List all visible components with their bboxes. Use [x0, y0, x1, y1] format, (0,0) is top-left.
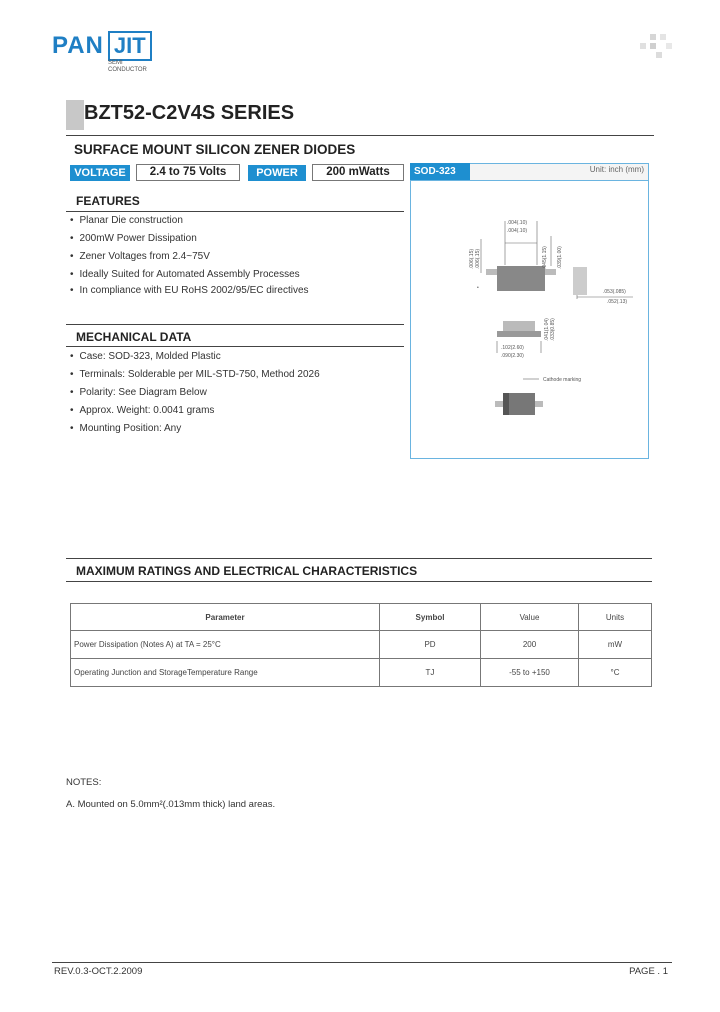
page-title: BZT52-C2V4S SERIES — [84, 102, 295, 124]
cell-units: °C — [579, 659, 652, 687]
brand-sub-line1: SEMI — [108, 60, 123, 66]
mechanical-item: • Approx. Weight: 0.0041 grams — [70, 404, 320, 422]
table-row — [71, 659, 652, 687]
col-value: Value — [481, 604, 579, 631]
svg-text:.041(1.04): .041(1.04) — [544, 318, 550, 341]
dim-top-width-mm: .004(.10) — [507, 228, 528, 234]
cell-parameter: Power Dissipation (Notes A) at TA = 25°C — [71, 631, 380, 659]
revision-label: REV.0.3-OCT.2.2009 — [54, 966, 143, 977]
brand-name-right: JIT — [108, 31, 152, 61]
marking-view-lead-left — [495, 401, 503, 407]
package-name: SOD-323 — [410, 163, 470, 180]
table-row — [71, 631, 652, 659]
note-item: A. Mounted on 5.0mm²(.013mm thick) land areas. — [66, 799, 276, 810]
col-symbol: Symbol — [380, 604, 481, 631]
cell-units: mW — [579, 631, 652, 659]
ratings-table — [70, 603, 652, 687]
cell-value: 200 — [481, 631, 579, 659]
dim-body-h1: .045(1.15) — [542, 246, 548, 269]
voltage-label: VOLTAGE — [70, 165, 130, 181]
ratings-divider-top — [66, 558, 652, 559]
features-list — [70, 214, 309, 302]
col-parameter: Parameter — [71, 604, 380, 631]
features-heading: FEATURES — [76, 194, 140, 208]
cathode-band — [503, 393, 509, 415]
col-units: Units — [579, 604, 652, 631]
package-outline-drawing — [411, 181, 647, 457]
cell-value: -55 to +150 — [481, 659, 579, 687]
dim-body-h2: .039(1.00) — [557, 246, 563, 269]
decorative-squares-icon — [636, 32, 676, 62]
top-view-lead-left — [486, 269, 497, 275]
mechanical-item: • Terminals: Solderable per MIL-STD-750, Method 2026 — [70, 368, 320, 386]
power-label: POWER — [248, 165, 306, 181]
notes-heading: NOTES: — [66, 777, 102, 788]
side-view-body — [573, 267, 587, 295]
brand-subtitle — [108, 60, 168, 74]
table-header-row — [71, 604, 652, 631]
power-value: 200 mWatts — [312, 164, 404, 181]
brand-name-left: PAN — [52, 32, 104, 59]
top-view-body — [497, 266, 545, 291]
feature-item: • Zener Voltages from 2.4~75V — [70, 250, 309, 268]
mechanical-item: • Polarity: See Diagram Below — [70, 386, 320, 404]
mechanical-divider — [66, 346, 404, 347]
mechanical-item: • Mounting Position: Any — [70, 422, 320, 440]
cell-parameter: Operating Junction and StorageTemperature Range — [71, 659, 380, 687]
front-view-lead — [497, 331, 541, 337]
cell-symbol: TJ — [380, 659, 481, 687]
features-divider — [66, 211, 404, 212]
dim-lead-w2: .052(.13) — [607, 299, 628, 305]
package-units: Unit: inch (mm) — [589, 165, 644, 174]
dim-lead-w1: .053(.085) — [603, 289, 626, 295]
cell-symbol: PD — [380, 631, 481, 659]
title-divider — [66, 135, 654, 136]
dim-body-w2: .090(2.30) — [501, 353, 524, 359]
voltage-value: 2.4 to 75 Volts — [136, 164, 240, 181]
marking-view-lead-right — [535, 401, 543, 407]
feature-item: • Ideally Suited for Automated Assembly Processes — [70, 268, 309, 284]
notes-section — [66, 772, 275, 816]
mechanical-list — [70, 350, 320, 440]
svg-text:•: • — [477, 285, 479, 291]
page-number: PAGE . 1 — [629, 966, 668, 977]
svg-text:.033(0.85): .033(0.85) — [550, 318, 556, 341]
feature-item: • In compliance with EU RoHS 2002/95/EC directives — [70, 284, 309, 302]
page-subtitle: SURFACE MOUNT SILICON ZENER DIODES — [74, 142, 356, 157]
brand-sub-line2: CONDUCTOR — [108, 67, 147, 73]
title-accent-bar — [66, 100, 84, 130]
feature-item: • 200mW Power Dissipation — [70, 232, 309, 250]
front-view-body — [503, 321, 535, 331]
ratings-divider — [66, 581, 652, 582]
dim-side-h2: .006(.15) — [475, 248, 481, 269]
mechanical-heading: MECHANICAL DATA — [76, 330, 192, 344]
feature-item: • Planar Die construction — [70, 214, 309, 232]
dim-body-w1: .102(2.60) — [501, 345, 524, 351]
cathode-note: Cathode marking — [543, 377, 582, 383]
dim-top-width-in: .004(.10) — [507, 220, 528, 226]
mechanical-item: • Case: SOD-323, Molded Plastic — [70, 350, 320, 368]
mechanical-divider-top — [66, 324, 404, 325]
ratings-heading: MAXIMUM RATINGS AND ELECTRICAL CHARACTERISTICS — [76, 564, 418, 578]
footer-divider — [52, 962, 672, 963]
brand-logo — [52, 30, 152, 62]
dim-side-h1: .006(.15) — [469, 248, 475, 269]
